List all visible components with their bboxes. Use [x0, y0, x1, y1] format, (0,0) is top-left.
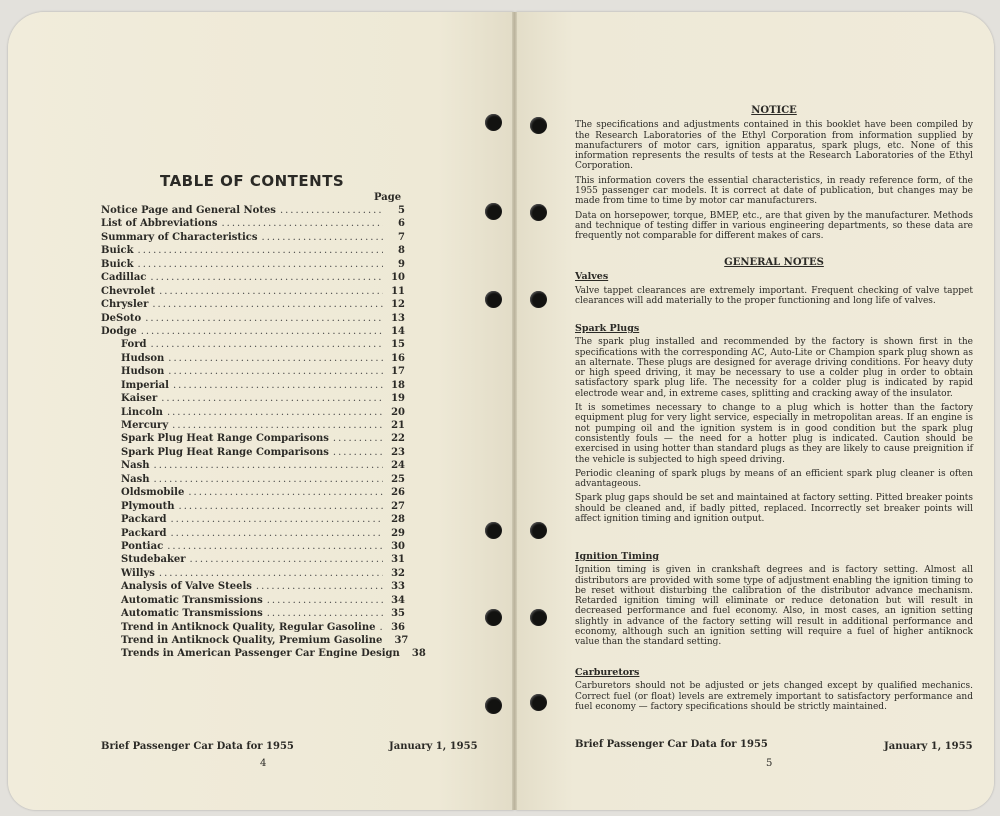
toc-entry — [101, 286, 405, 299]
toc-entry-page: 13 — [391, 312, 405, 324]
toc-entry — [101, 259, 405, 272]
toc-leader-dots — [154, 474, 383, 485]
toc-entry-page: 10 — [391, 272, 405, 284]
toc-entry-page: 31 — [391, 554, 405, 566]
toc-entry — [101, 648, 426, 661]
toc-leader-dots — [173, 380, 383, 391]
binder-hole — [530, 117, 547, 134]
toc-entry-page: 15 — [391, 339, 405, 351]
toc-entry-label: Automatic Transmissions — [121, 608, 263, 620]
valves-paragraph: Valve tappet clearances are extremely important. Frequent checking of valve tappet clearances will add materially to the proper functioning and long life of valves. — [575, 285, 973, 306]
toc-entry-page: 18 — [391, 379, 405, 391]
toc-entry-page: 24 — [391, 460, 405, 472]
toc-entry-label: Ford — [121, 339, 147, 351]
toc-entry — [101, 313, 405, 326]
toc-entry-page: 21 — [391, 420, 405, 431]
toc-entry-label: Dodge — [101, 325, 137, 337]
ignition-timing-paragraph: Ignition timing is given in crankshaft degrees and is factory setting. Almost all distributors are provided with some type of adjustment enabling the ignition timing to be reset without disturbing the calibration of the distributor advance mechanism. Retarded ignition timing will eliminate or reduce detonation but will result in decreased performance and fuel economy. Also, in most cases, an ignition setting slightly in advance of the factory setting will result in additional performance and economy, although such an ignition setting will require a fuel of higher antiknock value than the standard setting. — [575, 565, 973, 648]
binder-hole — [485, 522, 502, 539]
toc-entry — [101, 541, 405, 554]
toc-entry — [101, 407, 405, 420]
toc-entry-page: 27 — [391, 500, 405, 512]
toc-entry — [101, 366, 405, 379]
toc-entry — [101, 380, 405, 393]
toc-entry-label: Chevrolet — [101, 285, 156, 297]
toc-entry-page: 7 — [398, 231, 405, 243]
toc-entry-label: Lincoln — [121, 406, 163, 418]
toc-entry — [101, 299, 405, 312]
toc-leader-dots — [167, 407, 383, 418]
left-page-number: 4 — [260, 758, 267, 769]
ignition-timing-section — [575, 552, 973, 652]
toc-entry-label: Automatic Transmissions — [121, 594, 263, 606]
notice-heading: NOTICE — [751, 105, 797, 116]
toc-entry-page: 35 — [391, 608, 405, 620]
toc-leader-dots — [150, 272, 383, 283]
toc-entry — [101, 447, 405, 460]
spark-plugs-section — [575, 324, 973, 528]
toc-entry-page: 17 — [391, 366, 405, 378]
toc-page-column-header: Page — [374, 192, 402, 203]
toc-entry-page: 12 — [391, 299, 405, 311]
toc-entry — [101, 474, 405, 487]
toc-entry — [101, 622, 405, 635]
left-footer-title: Brief Passenger Car Data for 1955 — [101, 741, 294, 752]
ignition-timing-heading: Ignition Timing — [575, 551, 660, 562]
toc-entry-label: Packard — [121, 514, 167, 526]
notice-paragraph: This information covers the essential characteristics, in ready reference form, of the 1955 passenger car models. It is correct at date of publication, but changes may be made from time to time by motor car manufacturers. — [575, 175, 973, 207]
toc-leader-dots — [221, 218, 383, 229]
binder-hole — [485, 114, 502, 131]
notice-paragraph: Data on horsepower, torque, BMEP, etc., are that given by the manufacturer. Methods and technique of testing differ in various engineering departments, so these data are frequently not comparable for different makes of cars. — [575, 210, 973, 242]
toc-entry — [101, 339, 405, 352]
toc-entry-page: 34 — [391, 594, 405, 606]
binder-hole — [530, 694, 547, 711]
toc-entry — [101, 554, 405, 567]
toc-entry-page: 32 — [391, 567, 405, 579]
toc-entry-label: Plymouth — [121, 500, 175, 512]
toc-entry — [101, 353, 405, 366]
toc-entry-page: 9 — [398, 258, 405, 270]
spark-plugs-paragraph: The spark plug installed and recommended by the factory is shown first in the specifications with the corresponding AC, Auto-Lite or Champion spark plug shown as an alternate. These plugs are designed for average driving conditions. For heavy duty or high speed driving, it may be necessary to use a colder plug in order to obtain satisfactory spark plug life. The necessity for a colder plug is indicated by rapid electrode wear and, in extreme cases, splitting and cracking away of the insulator. — [575, 337, 973, 399]
toc-entry-label: Spark Plug Heat Range Comparisons — [121, 446, 329, 458]
toc-leader-dots — [171, 514, 384, 525]
toc-entry — [101, 528, 405, 541]
toc-leader-dots — [190, 554, 384, 565]
toc-entry-label: Hudson — [121, 366, 165, 378]
binder-hole — [530, 204, 547, 221]
toc-entry-label: Nash — [121, 460, 150, 472]
valves-heading: Valves — [575, 271, 609, 283]
toc-title: TABLE OF CONTENTS — [160, 172, 345, 190]
toc-entry — [101, 232, 405, 245]
toc-entry-page: 11 — [391, 285, 405, 297]
spark-plugs-heading: Spark Plugs — [575, 323, 640, 334]
spark-plugs-paragraph: Spark plug gaps should be set and maintained at factory setting. Pitted breaker points should be cleaned and, if badly pitted, replaced. Incorrectly set breaker points will affect ignition timing and ignition output. — [575, 493, 973, 525]
left-footer-date: January 1, 1955 — [389, 741, 478, 752]
toc-entry — [101, 420, 405, 433]
toc-leader-dots — [159, 286, 383, 297]
toc-entry-label: DeSoto — [101, 312, 142, 324]
toc-entry-page: 25 — [391, 473, 405, 485]
toc-entry-page: 5 — [398, 205, 405, 216]
toc-entry — [101, 218, 405, 231]
toc-entry — [101, 433, 405, 446]
general-notes-section — [575, 258, 973, 310]
toc-leader-dots — [256, 581, 383, 592]
toc-leader-dots — [159, 568, 383, 579]
toc-leader-dots — [172, 420, 383, 431]
toc-entry — [101, 326, 405, 339]
toc-entry-page: 20 — [391, 406, 405, 418]
toc-leader-dots — [171, 528, 384, 539]
right-page-number: 5 — [766, 758, 773, 769]
toc-entry — [101, 581, 405, 594]
toc-leader-dots — [168, 366, 383, 377]
toc-entry-label: Buick — [101, 245, 134, 257]
toc-entry-page: 29 — [391, 527, 405, 539]
toc-entry — [101, 635, 409, 648]
toc-entry-page: 38 — [411, 648, 426, 660]
toc-leader-dots — [141, 326, 383, 337]
toc-entry-page: 36 — [391, 621, 405, 633]
toc-entry-page: 37 — [394, 635, 409, 646]
toc-entry — [101, 608, 405, 621]
binder-hole — [485, 609, 502, 626]
toc-leader-dots — [333, 433, 383, 444]
toc-entry-page: 16 — [391, 352, 405, 364]
toc-entry-page: 8 — [398, 245, 405, 257]
toc-entry-label: Mercury — [121, 420, 169, 431]
toc-entry-label: Packard — [121, 527, 167, 539]
spark-plugs-paragraph: Periodic cleaning of spark plugs by means of an efficient spark plug cleaner is often advantageous. — [575, 468, 973, 490]
toc-entry-label: Oldsmobile — [121, 487, 185, 499]
toc-leader-dots — [145, 313, 383, 324]
toc-entry-label: Hudson — [121, 352, 165, 364]
toc-leader-dots — [379, 622, 383, 633]
toc-entry-label: Imperial — [121, 379, 169, 391]
toc-entry-label: List of Abbreviations — [101, 218, 218, 230]
toc-entry-label: Cadillac — [101, 272, 147, 284]
binder-hole — [485, 291, 502, 308]
toc-entry — [101, 245, 405, 258]
toc-entry — [101, 205, 405, 218]
notice-paragraph: The specifications and adjustments contained in this booklet have been compiled by the Research Laboratories of the Ethyl Corporation from information supplied by manufacturers of motor cars, ignition apparatus, spark plugs, etc. None of this information represents the results of tests at the Research Laboratories of the Ethyl Corporation. — [575, 120, 973, 172]
toc-list — [101, 205, 426, 662]
toc-entry-label: Analysis of Valve Steels — [121, 581, 252, 593]
toc-entry-label: Notice Page and General Notes — [101, 205, 276, 216]
toc-entry-page: 19 — [391, 393, 405, 405]
binder-hole — [530, 291, 547, 308]
toc-leader-dots — [267, 595, 383, 606]
toc-entry — [101, 514, 405, 527]
carburetors-paragraph: Carburetors should not be adjusted or jets changed except by qualified mechanics. Correct fuel (or float) levels are extremely important to satisfactory performance and fuel economy — factory specifications should be strictly maintained. — [575, 681, 973, 712]
toc-leader-dots — [138, 245, 383, 256]
toc-leader-dots — [267, 608, 383, 619]
toc-leader-dots — [280, 205, 383, 216]
toc-entry — [101, 272, 405, 285]
toc-entry-page: 6 — [398, 218, 405, 230]
toc-entry-page: 14 — [391, 325, 405, 337]
toc-entry-label: Buick — [101, 258, 134, 270]
toc-leader-dots — [333, 447, 383, 458]
binder-hole — [530, 609, 547, 626]
toc-leader-dots — [150, 339, 383, 350]
spark-plugs-paragraph: It is sometimes necessary to change to a plug which is hotter than the factory equipment plug for very light service, especially in metropolitan areas. If an engine is not pumping oil and the ignition system is in good condition but the spark plug consistently fouls — the need for a hotter plug is indicated. Caution should be exercised in using hotter than standard plugs as they are likely to cause preignition if the vehicle is subjected to high speed driving. — [575, 403, 973, 465]
toc-entry — [101, 393, 405, 406]
right-footer-title: Brief Passenger Car Data for 1955 — [575, 739, 768, 750]
toc-entry-label: Willys — [121, 567, 155, 579]
toc-entry-label: Trend in Antiknock Quality, Regular Gasoline — [121, 621, 376, 633]
toc-leader-dots — [179, 501, 383, 512]
toc-entry-label: Pontiac — [121, 540, 164, 552]
toc-entry-page: 28 — [391, 514, 405, 526]
toc-leader-dots — [262, 232, 383, 243]
binder-hole — [530, 522, 547, 539]
toc-entry-label: Chrysler — [101, 299, 149, 311]
toc-leader-dots — [138, 259, 383, 270]
toc-entry-page: 26 — [391, 487, 405, 499]
notice-section — [575, 106, 973, 246]
book-spine — [512, 12, 517, 810]
toc-entry-label: Studebaker — [121, 554, 186, 566]
general-notes-heading: GENERAL NOTES — [724, 257, 824, 268]
toc-leader-dots — [188, 487, 383, 498]
carburetors-heading: Carburetors — [575, 667, 640, 678]
toc-entry — [101, 501, 405, 514]
toc-leader-dots — [168, 353, 383, 364]
toc-entry-label: Trend in Antiknock Quality, Premium Gasoline — [121, 635, 383, 646]
toc-entry-page: 30 — [391, 540, 405, 552]
toc-entry-label: Nash — [121, 473, 150, 485]
carburetors-section — [575, 668, 973, 716]
toc-entry-label: Spark Plug Heat Range Comparisons — [121, 433, 329, 445]
toc-leader-dots — [161, 393, 383, 404]
toc-entry-page: 33 — [391, 581, 405, 593]
toc-leader-dots — [167, 541, 383, 552]
toc-entry — [101, 595, 405, 608]
toc-entry-label: Trends in American Passenger Car Engine Design — [121, 648, 400, 660]
toc-entry-page: 23 — [391, 446, 405, 458]
toc-leader-dots — [152, 299, 383, 310]
right-footer-date: January 1, 1955 — [884, 741, 973, 752]
binder-hole — [485, 697, 502, 714]
binder-hole — [485, 203, 502, 220]
toc-entry-page: 22 — [391, 433, 405, 445]
toc-entry — [101, 487, 405, 500]
toc-entry — [101, 568, 405, 581]
toc-leader-dots — [154, 460, 383, 471]
toc-entry-label: Kaiser — [121, 393, 158, 405]
toc-entry — [101, 460, 405, 473]
toc-entry-label: Summary of Characteristics — [101, 231, 258, 243]
